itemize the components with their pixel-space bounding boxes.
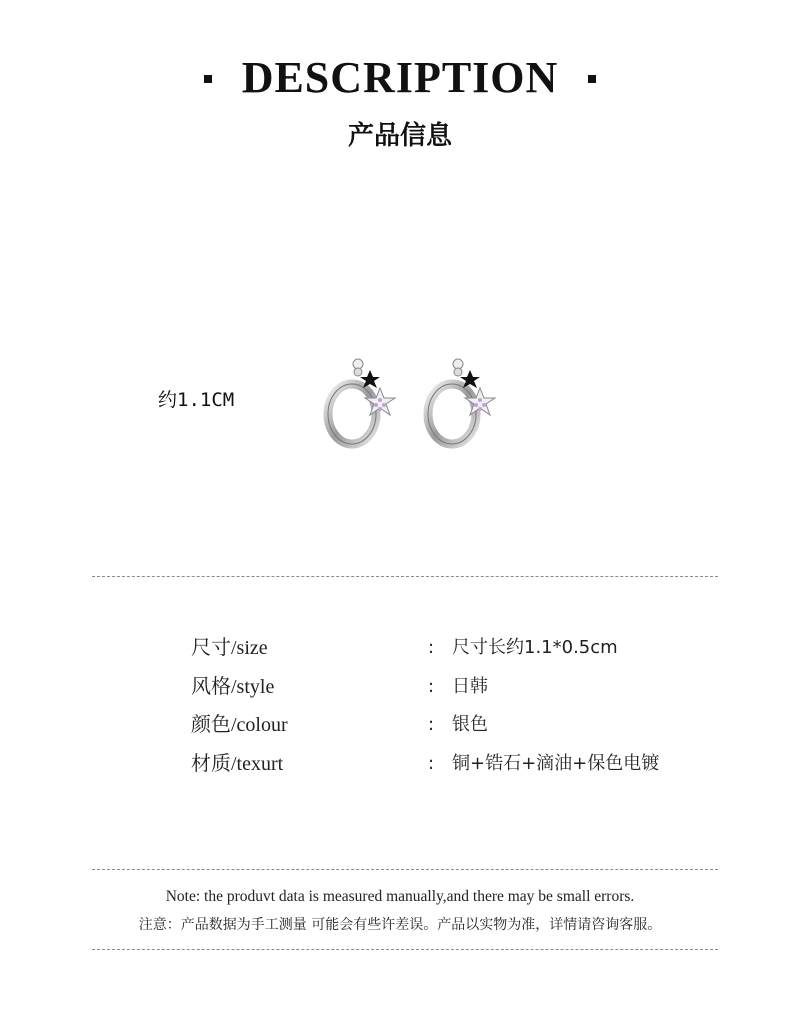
spec-row-style <box>0 671 800 703</box>
spec-value: 尺寸长约1.1*0.5cm <box>452 637 618 658</box>
spec-row-size <box>0 632 800 664</box>
earring-left-image <box>322 352 402 462</box>
spec-label: 尺寸/size <box>191 637 268 659</box>
spec-row-material <box>0 748 800 780</box>
spec-row-colour <box>0 709 800 741</box>
spec-colon: : <box>428 714 435 735</box>
spec-colon: : <box>428 753 435 774</box>
divider-top <box>92 576 718 577</box>
spec-colon: : <box>428 676 435 697</box>
note-chinese: 注意：产品数据为手工测量 可能会有些许差误。产品以实物为准，详情请咨询客服。 <box>138 917 662 933</box>
page-subtitle: 产品信息 <box>347 121 452 151</box>
earring-right-image <box>422 352 502 462</box>
title-bullet-left <box>204 75 212 83</box>
divider-middle <box>92 869 718 870</box>
spec-label: 材质/texurt <box>191 753 284 775</box>
spec-value: 银色 <box>452 714 488 735</box>
spec-colon: : <box>428 637 435 658</box>
note-english: Note: the produvt data is measured manually,and there may be small errors. <box>165 888 635 905</box>
spec-value: 日韩 <box>452 676 488 697</box>
divider-bottom <box>92 949 718 950</box>
title-text: DESCRIPTION <box>241 53 559 102</box>
size-label: 约1.1CM <box>158 389 235 411</box>
page-title <box>0 52 800 104</box>
spec-label: 风格/style <box>191 676 275 698</box>
spec-label: 颜色/colour <box>191 714 288 736</box>
title-bullet-right <box>588 75 596 83</box>
spec-value: 铜+锆石+滴油+保色电镀 <box>452 753 660 774</box>
